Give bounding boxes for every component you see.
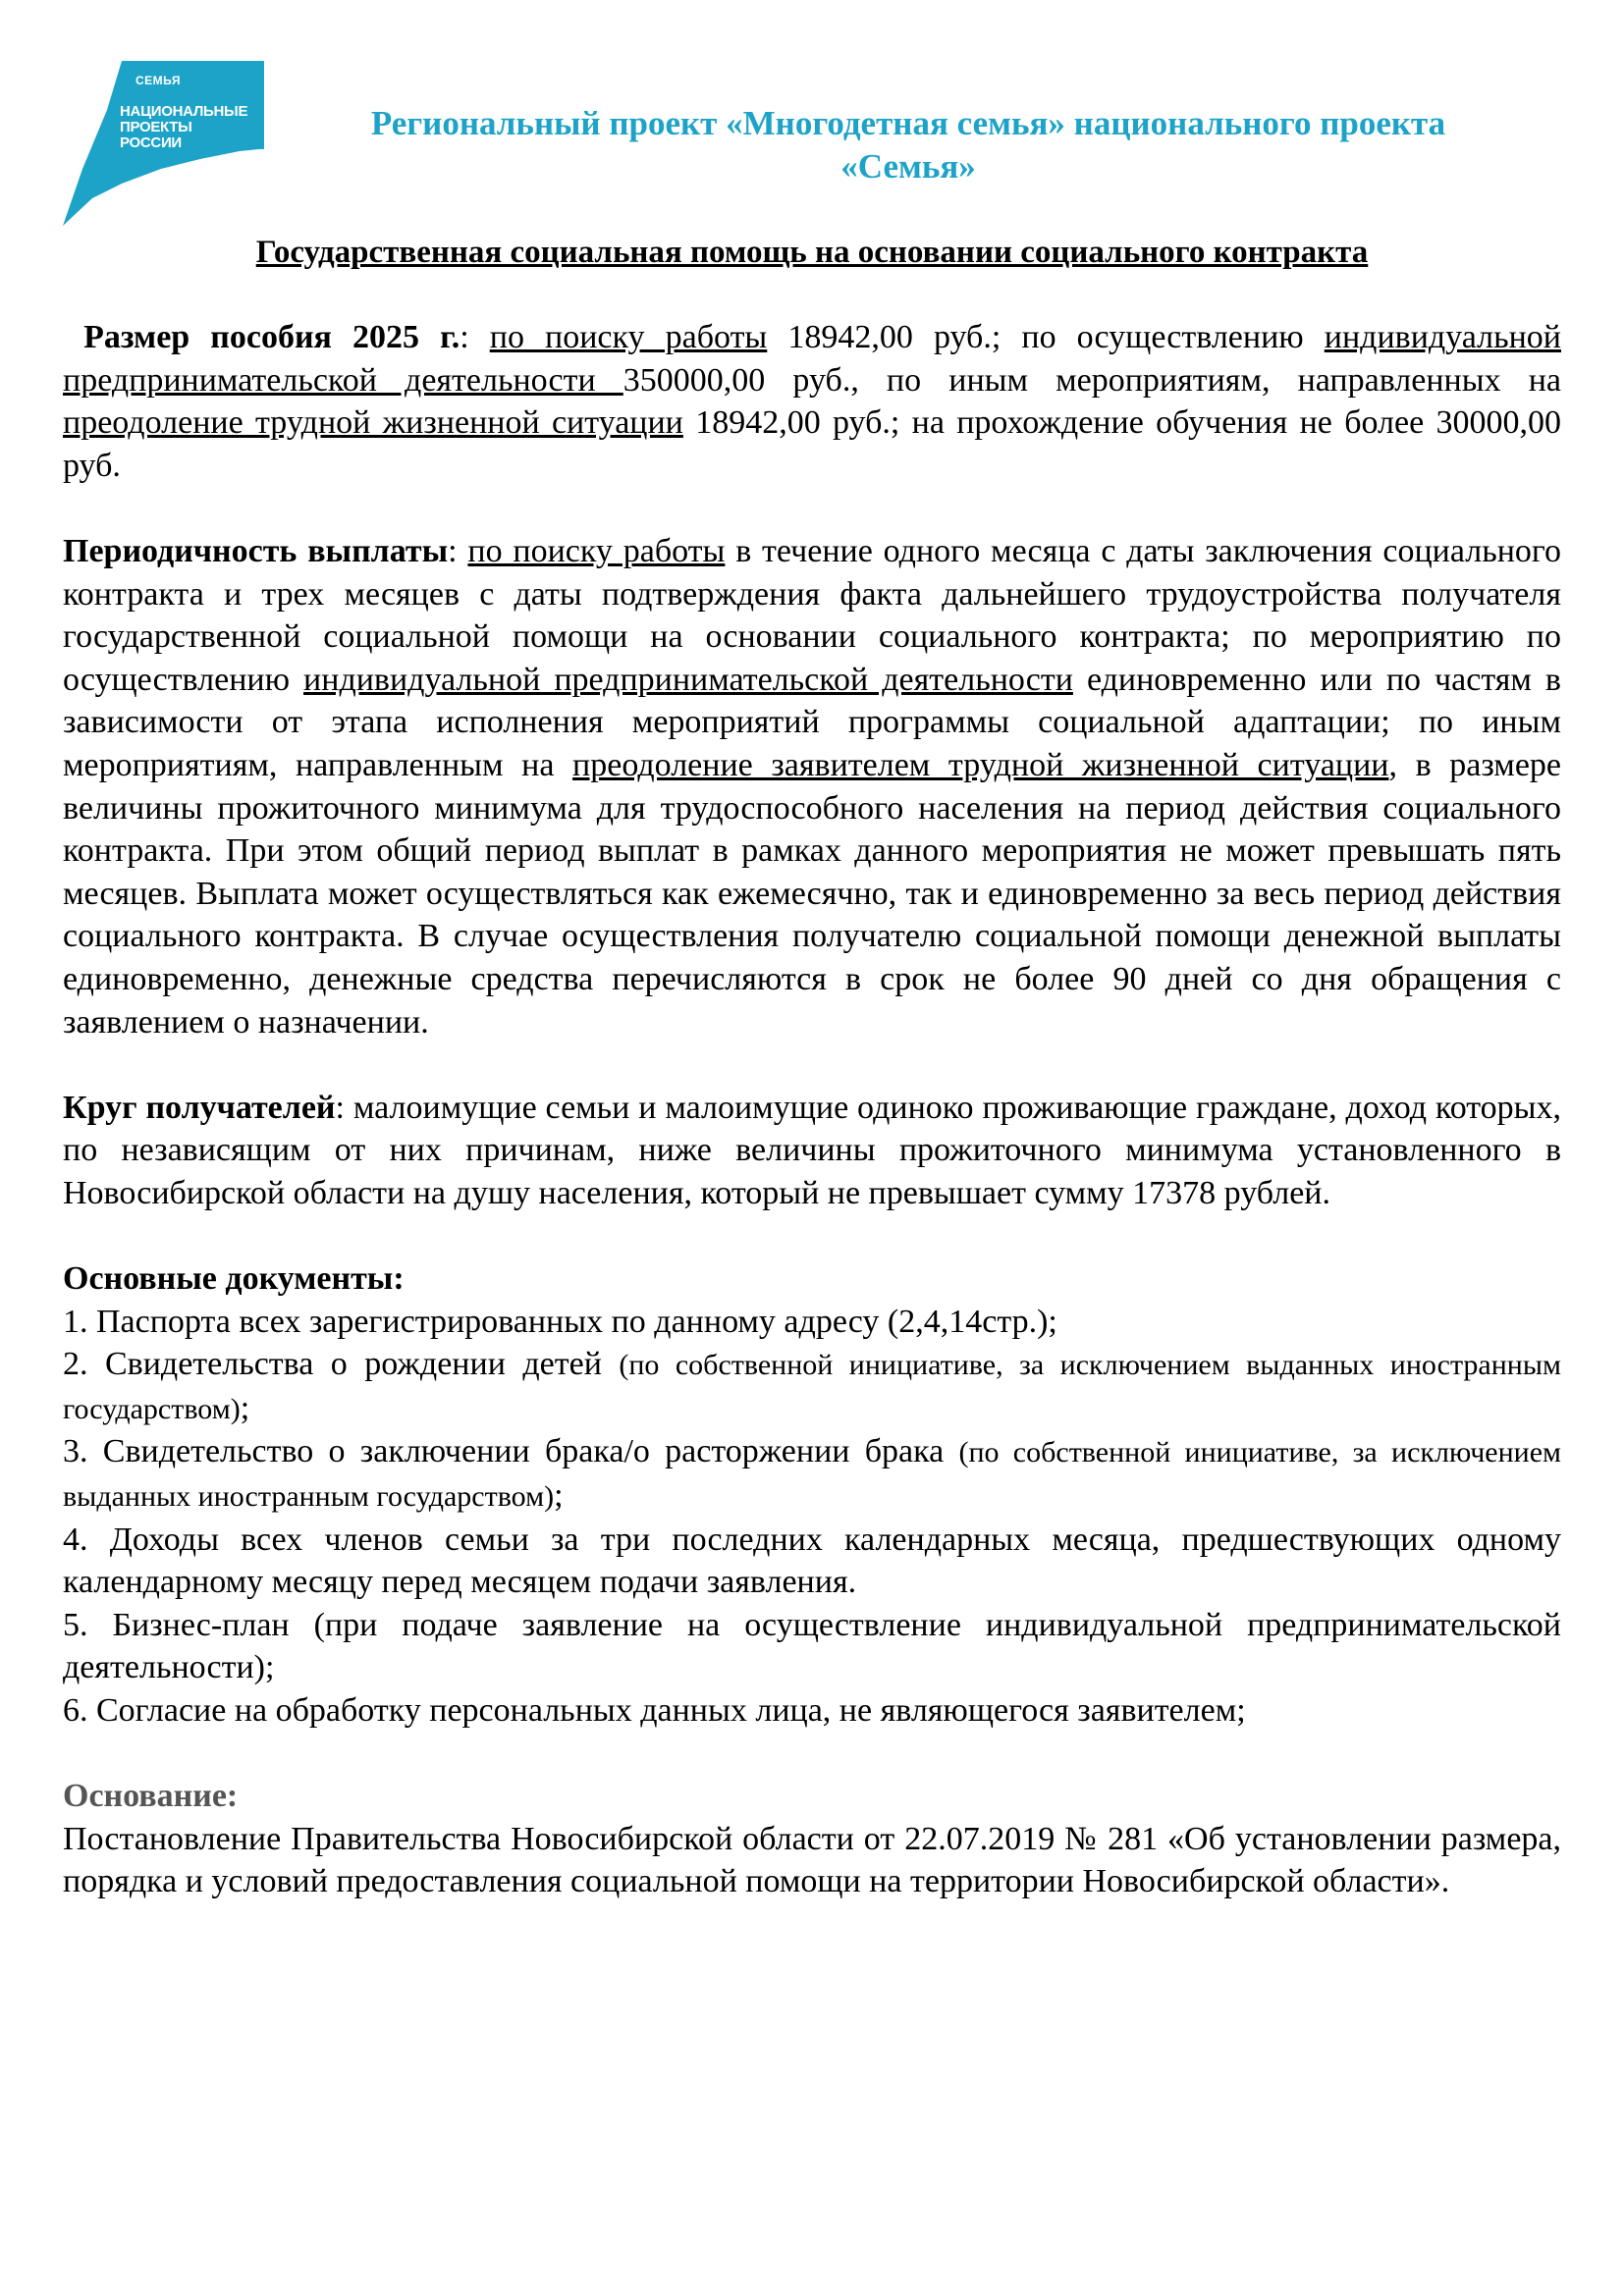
national-projects-logo (63, 61, 264, 228)
benefit-text-4: 18942,00 руб.; на прохождение обучения не более 30000,00 руб. (63, 404, 1562, 484)
document-item-3 (63, 1430, 1561, 1518)
logo-big-text (120, 104, 267, 150)
basis-heading-text: Основание: (63, 1778, 239, 1815)
periodicity-text-0: : (448, 532, 468, 569)
periodicity-text-2: единовременно или по частям в зависимости от этапа исполнения мероприятий программы социальной адаптации; по иным мероприятиям, направленным на (63, 661, 1561, 783)
periodicity-text-1: в течение одного месяца с даты заключения социального контракта и трех месяцев с даты подтверждения факта дальнейшего трудоустройства получателя государственной социальной помощи на основании социального контракта; по мероприятию по осуществлению (63, 532, 1562, 698)
document-item-2 (63, 1343, 1561, 1430)
benefit-text-1: : (460, 319, 490, 355)
header-line-1: Региональный проект «Многодетная семья» национального проекта (370, 104, 1446, 142)
logo-small-text: СЕМЬЯ (135, 74, 181, 87)
document-item-3-main: 3. Свидетельство о заключении брака/о расторжении брака (63, 1433, 959, 1470)
header-line-2: «Семья» (840, 147, 976, 186)
documents-heading (63, 1257, 1561, 1301)
benefit-paragraph (63, 316, 1561, 487)
document-item-2-note: (по собственной инициативе, за исключением выданных иностранным государством) (63, 1349, 1561, 1425)
recipients-paragraph (63, 1087, 1561, 1215)
basis-text: Постановление Правительства Новосибирской области от 22.07.2019 № 281 «Об установлении размера, порядка и условий предоставления социальной помощи на территории Новосибирской области». (63, 1820, 1561, 1900)
periodicity-entrepreneurship: индивидуальной предпринимательской деятельности (303, 661, 1073, 698)
basis-heading (63, 1775, 1561, 1818)
document-item-3-note: (по собственной инициативе, за исключением выданных иностранным государством) (63, 1436, 1562, 1514)
logo-line-1: НАЦИОНАЛЬНЫЕ (120, 103, 248, 120)
benefit-text-2: 18942,00 руб.; по осуществлению (767, 319, 1325, 355)
document-item-4: 4. Доходы всех членов семьи за три последних календарных месяца, предшествующих одному календарному месяцу перед месяцем подачи заявления. (63, 1521, 1561, 1601)
benefit-text-3: 350000,00 руб., по иным мероприятиям, направленных на (623, 361, 1561, 399)
periodicity-text-3: , в размере величины прожиточного минимума для трудоспособного населения на период действия социального контракта. При этом общий период выплат в рамках данного мероприятия не может превышать пять месяцев. Выплата может осуществляться как ежемесячно, так и единовременно за весь период действия социального контракта. В случае осуществления получателю социальной помощи денежной выплаты единовременно, денежные средства перечисляются в срок не более 90 дней со дня обращения с заявлением о назначении. (63, 746, 1562, 1041)
periodicity-label: Периодичность выплаты (63, 532, 449, 569)
document-title: Государственная социальная помощь на основании социального контракта (255, 235, 1369, 270)
document-item-2-main: 2. Свидетельства о рождении детей (63, 1346, 620, 1383)
recipients-text: : малоимущие семьи и малоимущие одиноко проживающие граждане, доход которых, по независящим от них причинам, ниже величины прожиточного минимума установленного в Новосибирской области на душу населения, который не превышает сумму 17378 рублей. (63, 1089, 1561, 1211)
document-item-1: 1. Паспорта всех зарегистрированных по данному адресу (2,4,14стр.); (63, 1303, 1057, 1340)
benefit-entrepreneurship: индивидуальной предпринимательской деятельности (63, 319, 1561, 399)
periodicity-hardship: преодоление заявителем трудной жизненной ситуации (572, 746, 1389, 783)
logo-line-2: ПРОЕКТЫ (120, 118, 192, 135)
document-item-5: 5. Бизнес-план (при подаче заявление на осуществление индивидуальной предпринимательской деятельности); (63, 1606, 1561, 1686)
document-item-6: 6. Согласие на обработку персональных данных лица, не являющегося заявителем; (63, 1692, 1246, 1729)
project-header (285, 102, 1532, 188)
document-body (63, 316, 1561, 1903)
periodicity-paragraph (63, 530, 1561, 1043)
documents-heading-text: Основные документы: (63, 1260, 405, 1298)
benefit-label: Размер пособия 2025 г. (83, 319, 460, 355)
benefit-hardship: преодоление трудной жизненной ситуации (63, 404, 683, 442)
document-item-3-end: ; (554, 1477, 564, 1515)
benefit-job-search: по поиску работы (489, 319, 768, 355)
periodicity-job-search: по поиску работы (467, 532, 726, 569)
recipients-label: Круг получателей (63, 1089, 336, 1126)
document-item-2-end: ; (240, 1389, 250, 1426)
logo-line-3: РОССИИ (120, 133, 182, 151)
